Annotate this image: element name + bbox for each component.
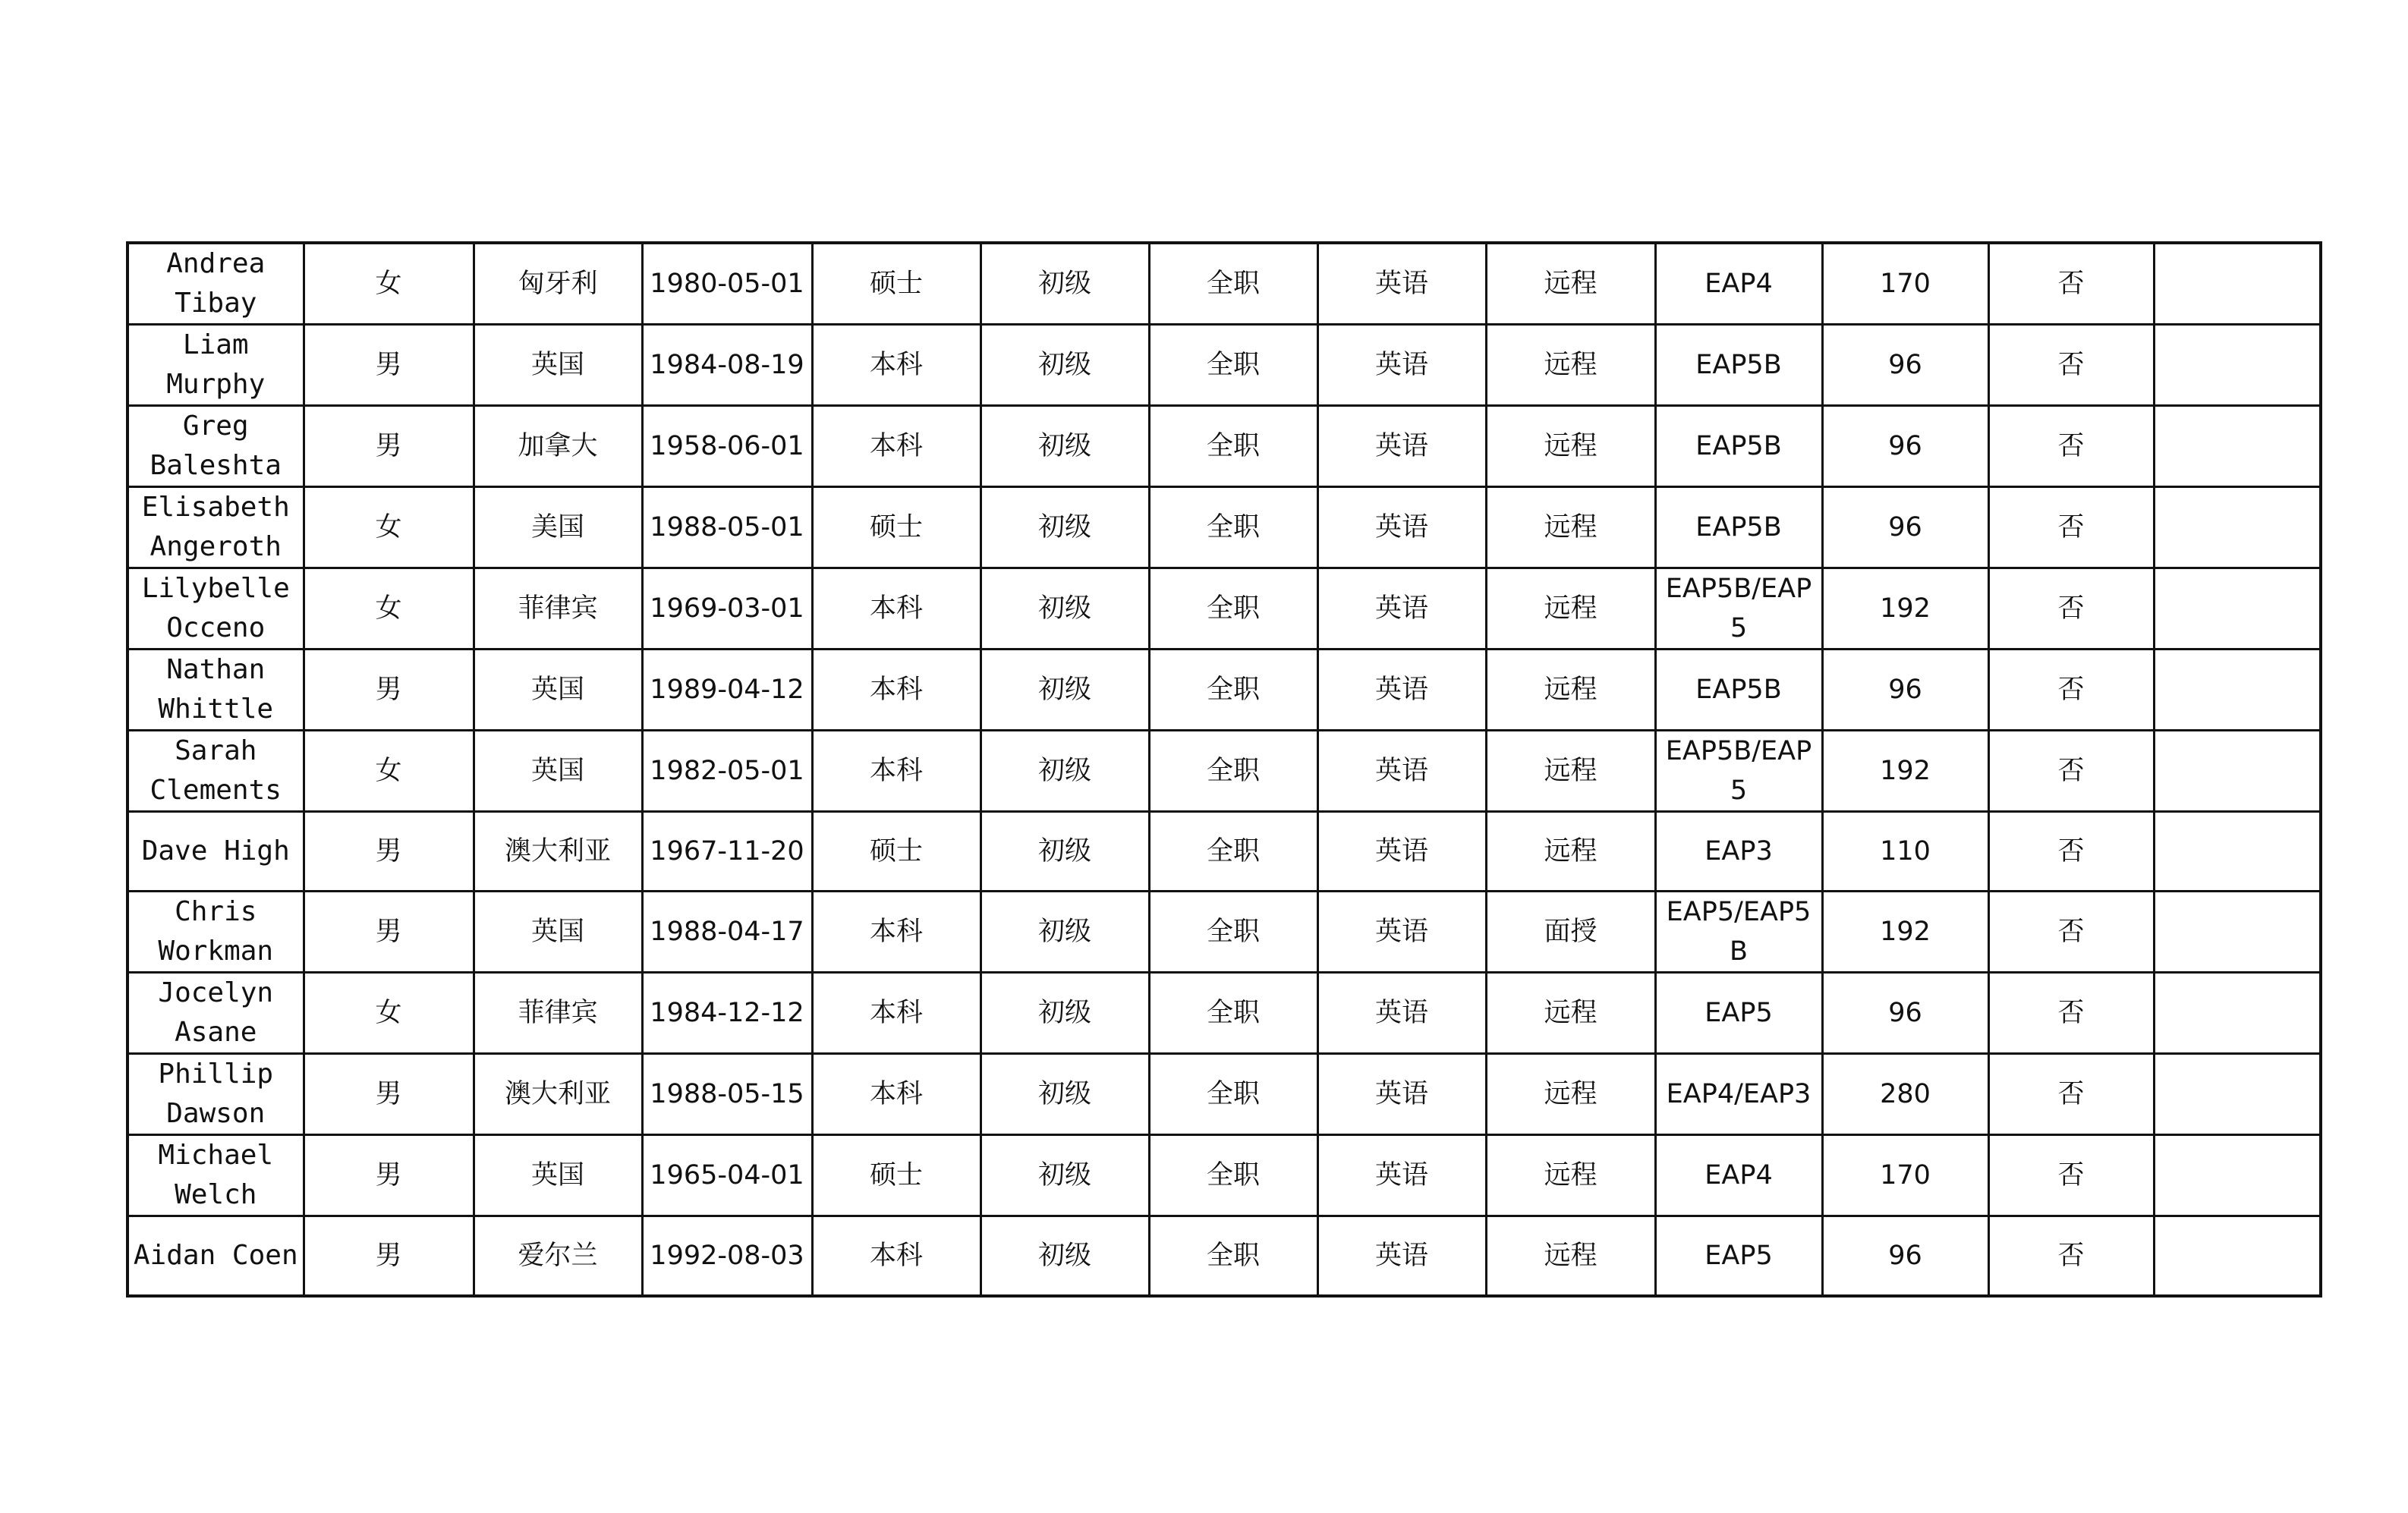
name-cell: Nathan Whittle (127, 650, 304, 731)
name-cell: Dave High (127, 812, 304, 892)
degree-cell: 本科 (812, 568, 981, 650)
birth-date-cell: 1988-05-15 (642, 1054, 812, 1135)
flag-cell: 否 (1988, 892, 2154, 973)
country-cell: 美国 (474, 487, 642, 568)
level-cell: 初级 (981, 406, 1149, 487)
level-cell: 初级 (981, 650, 1149, 731)
name-cell: Phillip Dawson (127, 1054, 304, 1135)
teaching-mode-cell: 远程 (1486, 973, 1655, 1054)
language-cell: 英语 (1317, 1216, 1486, 1297)
level-cell: 初级 (981, 1216, 1149, 1297)
teaching-mode-cell: 远程 (1486, 1216, 1655, 1297)
employment-type-cell: 全职 (1149, 487, 1317, 568)
flag-cell: 否 (1988, 243, 2154, 325)
teacher-table (126, 241, 2322, 1298)
name-cell: Jocelyn Asane (127, 973, 304, 1054)
table-row (127, 973, 2321, 1054)
birth-date-cell: 1980-05-01 (642, 243, 812, 325)
level-cell: 初级 (981, 568, 1149, 650)
employment-type-cell: 全职 (1149, 731, 1317, 812)
flag-cell: 否 (1988, 731, 2154, 812)
note-cell (2154, 406, 2321, 487)
country-cell: 加拿大 (474, 406, 642, 487)
note-cell (2154, 731, 2321, 812)
table-body (127, 243, 2321, 1296)
name-cell: Chris Workman (127, 892, 304, 973)
note-cell (2154, 487, 2321, 568)
employment-type-cell: 全职 (1149, 812, 1317, 892)
flag-cell: 否 (1988, 812, 2154, 892)
birth-date-cell: 1958-06-01 (642, 406, 812, 487)
note-cell (2154, 650, 2321, 731)
employment-type-cell: 全职 (1149, 892, 1317, 973)
language-cell: 英语 (1317, 406, 1486, 487)
gender-cell: 女 (304, 568, 474, 650)
gender-cell: 女 (304, 243, 474, 325)
degree-cell: 本科 (812, 325, 981, 406)
level-cell: 初级 (981, 812, 1149, 892)
table-row (127, 1216, 2321, 1297)
teaching-mode-cell: 远程 (1486, 325, 1655, 406)
flag-cell: 否 (1988, 1054, 2154, 1135)
note-cell (2154, 568, 2321, 650)
degree-cell: 本科 (812, 406, 981, 487)
teaching-mode-cell: 远程 (1486, 731, 1655, 812)
gender-cell: 男 (304, 1054, 474, 1135)
gender-cell: 男 (304, 325, 474, 406)
teaching-mode-cell: 远程 (1486, 1054, 1655, 1135)
table-row (127, 892, 2321, 973)
teaching-mode-cell: 面授 (1486, 892, 1655, 973)
teaching-mode-cell: 远程 (1486, 812, 1655, 892)
birth-date-cell: 1984-08-19 (642, 325, 812, 406)
table-row (127, 1135, 2321, 1216)
language-cell: 英语 (1317, 731, 1486, 812)
course-cell: EAP5B (1655, 406, 1822, 487)
course-cell: EAP4 (1655, 243, 1822, 325)
flag-cell: 否 (1988, 973, 2154, 1054)
language-cell: 英语 (1317, 812, 1486, 892)
birth-date-cell: 1965-04-01 (642, 1135, 812, 1216)
country-cell: 英国 (474, 892, 642, 973)
degree-cell: 本科 (812, 1054, 981, 1135)
level-cell: 初级 (981, 325, 1149, 406)
language-cell: 英语 (1317, 243, 1486, 325)
table-row (127, 650, 2321, 731)
level-cell: 初级 (981, 973, 1149, 1054)
hours-cell: 192 (1822, 731, 1988, 812)
birth-date-cell: 1989-04-12 (642, 650, 812, 731)
name-cell: Andrea Tibay (127, 243, 304, 325)
employment-type-cell: 全职 (1149, 568, 1317, 650)
table-row (127, 568, 2321, 650)
birth-date-cell: 1988-05-01 (642, 487, 812, 568)
course-cell: EAP5B (1655, 487, 1822, 568)
flag-cell: 否 (1988, 406, 2154, 487)
country-cell: 匈牙利 (474, 243, 642, 325)
gender-cell: 女 (304, 487, 474, 568)
table-row (127, 325, 2321, 406)
level-cell: 初级 (981, 1054, 1149, 1135)
language-cell: 英语 (1317, 487, 1486, 568)
table-row (127, 1054, 2321, 1135)
country-cell: 英国 (474, 650, 642, 731)
language-cell: 英语 (1317, 650, 1486, 731)
course-cell: EAP5B/EAP5 (1655, 568, 1822, 650)
table-row (127, 243, 2321, 325)
course-cell: EAP5B (1655, 325, 1822, 406)
birth-date-cell: 1967-11-20 (642, 812, 812, 892)
hours-cell: 280 (1822, 1054, 1988, 1135)
level-cell: 初级 (981, 892, 1149, 973)
degree-cell: 本科 (812, 892, 981, 973)
hours-cell: 192 (1822, 892, 1988, 973)
name-cell: Aidan Coen (127, 1216, 304, 1297)
flag-cell: 否 (1988, 1216, 2154, 1297)
language-cell: 英语 (1317, 973, 1486, 1054)
language-cell: 英语 (1317, 1135, 1486, 1216)
country-cell: 英国 (474, 731, 642, 812)
hours-cell: 96 (1822, 325, 1988, 406)
degree-cell: 硕士 (812, 487, 981, 568)
gender-cell: 男 (304, 812, 474, 892)
level-cell: 初级 (981, 243, 1149, 325)
teaching-mode-cell: 远程 (1486, 650, 1655, 731)
name-cell: Sarah Clements (127, 731, 304, 812)
flag-cell: 否 (1988, 487, 2154, 568)
country-cell: 爱尔兰 (474, 1216, 642, 1297)
birth-date-cell: 1992-08-03 (642, 1216, 812, 1297)
course-cell: EAP5B/EAP5 (1655, 731, 1822, 812)
gender-cell: 男 (304, 1216, 474, 1297)
gender-cell: 女 (304, 973, 474, 1054)
course-cell: EAP5 (1655, 1216, 1822, 1297)
flag-cell: 否 (1988, 1135, 2154, 1216)
course-cell: EAP4/EAP3 (1655, 1054, 1822, 1135)
degree-cell: 本科 (812, 973, 981, 1054)
degree-cell: 硕士 (812, 243, 981, 325)
name-cell: Michael Welch (127, 1135, 304, 1216)
degree-cell: 硕士 (812, 812, 981, 892)
employment-type-cell: 全职 (1149, 650, 1317, 731)
employment-type-cell: 全职 (1149, 1054, 1317, 1135)
hours-cell: 110 (1822, 812, 1988, 892)
hours-cell: 192 (1822, 568, 1988, 650)
note-cell (2154, 812, 2321, 892)
note-cell (2154, 1216, 2321, 1297)
flag-cell: 否 (1988, 325, 2154, 406)
hours-cell: 96 (1822, 1216, 1988, 1297)
employment-type-cell: 全职 (1149, 406, 1317, 487)
country-cell: 英国 (474, 325, 642, 406)
employment-type-cell: 全职 (1149, 325, 1317, 406)
hours-cell: 170 (1822, 1135, 1988, 1216)
birth-date-cell: 1988-04-17 (642, 892, 812, 973)
table-row (127, 487, 2321, 568)
note-cell (2154, 325, 2321, 406)
birth-date-cell: 1984-12-12 (642, 973, 812, 1054)
table-row (127, 731, 2321, 812)
name-cell: Lilybelle Occeno (127, 568, 304, 650)
course-cell: EAP5/EAP5B (1655, 892, 1822, 973)
degree-cell: 硕士 (812, 1135, 981, 1216)
degree-cell: 本科 (812, 650, 981, 731)
course-cell: EAP5B (1655, 650, 1822, 731)
table-row (127, 812, 2321, 892)
note-cell (2154, 1135, 2321, 1216)
name-cell: Greg Baleshta (127, 406, 304, 487)
note-cell (2154, 243, 2321, 325)
gender-cell: 男 (304, 892, 474, 973)
birth-date-cell: 1982-05-01 (642, 731, 812, 812)
employment-type-cell: 全职 (1149, 973, 1317, 1054)
note-cell (2154, 973, 2321, 1054)
name-cell: Liam Murphy (127, 325, 304, 406)
country-cell: 英国 (474, 1135, 642, 1216)
language-cell: 英语 (1317, 1054, 1486, 1135)
degree-cell: 本科 (812, 731, 981, 812)
teaching-mode-cell: 远程 (1486, 487, 1655, 568)
hours-cell: 96 (1822, 406, 1988, 487)
gender-cell: 男 (304, 650, 474, 731)
note-cell (2154, 1054, 2321, 1135)
table-row (127, 406, 2321, 487)
employment-type-cell: 全职 (1149, 1216, 1317, 1297)
employment-type-cell: 全职 (1149, 243, 1317, 325)
country-cell: 菲律宾 (474, 973, 642, 1054)
employment-type-cell: 全职 (1149, 1135, 1317, 1216)
country-cell: 澳大利亚 (474, 1054, 642, 1135)
hours-cell: 96 (1822, 487, 1988, 568)
teaching-mode-cell: 远程 (1486, 568, 1655, 650)
country-cell: 澳大利亚 (474, 812, 642, 892)
name-cell: Elisabeth Angeroth (127, 487, 304, 568)
language-cell: 英语 (1317, 325, 1486, 406)
course-cell: EAP5 (1655, 973, 1822, 1054)
teacher-table-container (126, 241, 2322, 1298)
country-cell: 菲律宾 (474, 568, 642, 650)
birth-date-cell: 1969-03-01 (642, 568, 812, 650)
flag-cell: 否 (1988, 568, 2154, 650)
course-cell: EAP3 (1655, 812, 1822, 892)
hours-cell: 170 (1822, 243, 1988, 325)
flag-cell: 否 (1988, 650, 2154, 731)
language-cell: 英语 (1317, 568, 1486, 650)
teaching-mode-cell: 远程 (1486, 1135, 1655, 1216)
hours-cell: 96 (1822, 973, 1988, 1054)
degree-cell: 本科 (812, 1216, 981, 1297)
teaching-mode-cell: 远程 (1486, 406, 1655, 487)
note-cell (2154, 892, 2321, 973)
gender-cell: 男 (304, 406, 474, 487)
level-cell: 初级 (981, 731, 1149, 812)
hours-cell: 96 (1822, 650, 1988, 731)
gender-cell: 女 (304, 731, 474, 812)
course-cell: EAP4 (1655, 1135, 1822, 1216)
level-cell: 初级 (981, 487, 1149, 568)
teaching-mode-cell: 远程 (1486, 243, 1655, 325)
level-cell: 初级 (981, 1135, 1149, 1216)
gender-cell: 男 (304, 1135, 474, 1216)
language-cell: 英语 (1317, 892, 1486, 973)
